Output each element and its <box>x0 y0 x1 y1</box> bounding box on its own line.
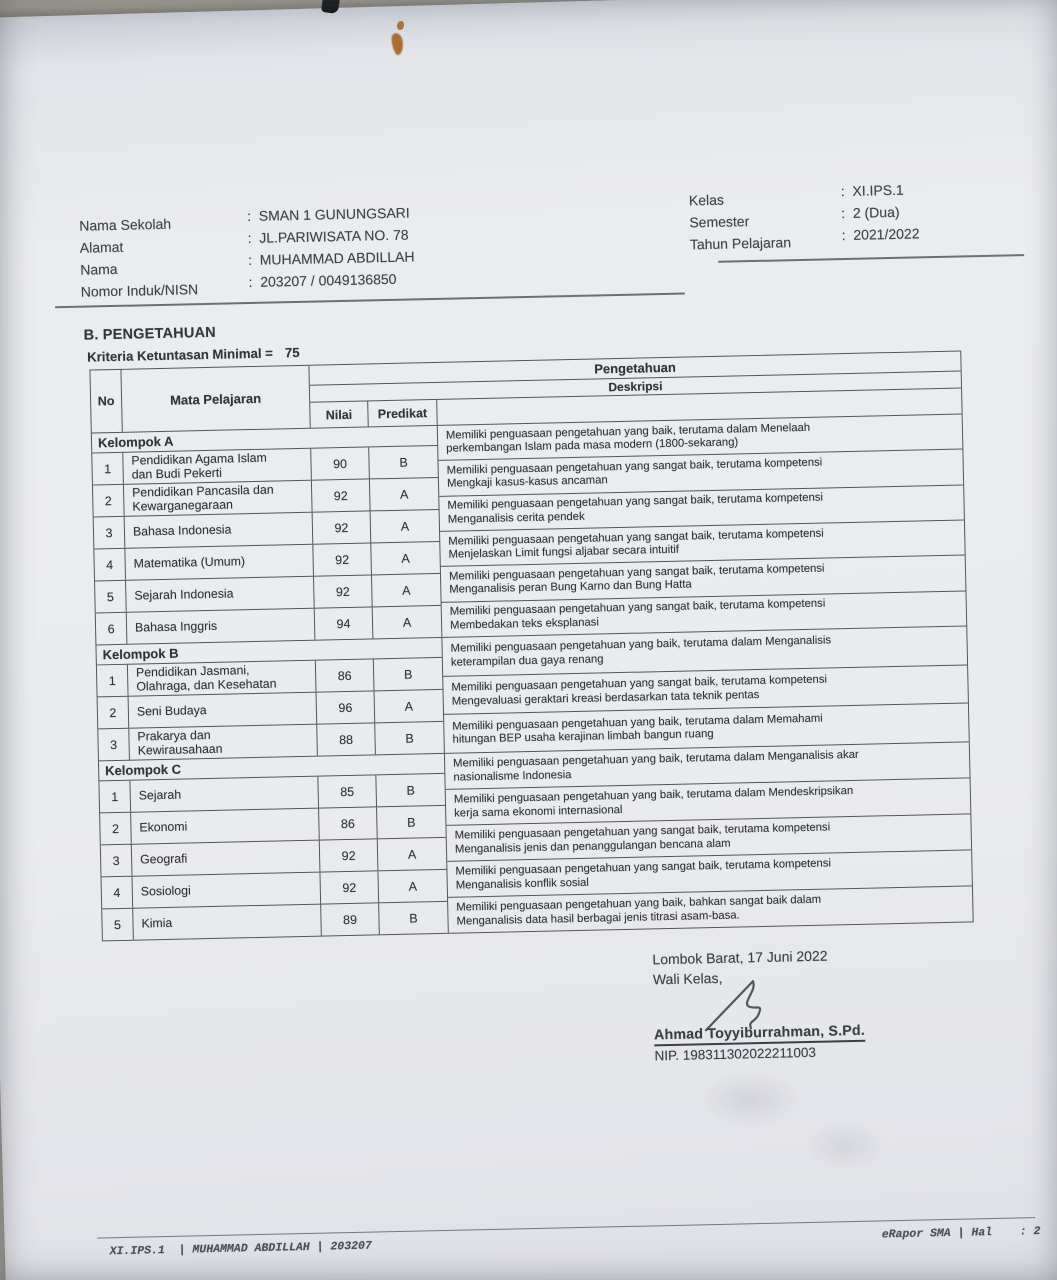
cell-predikat: A <box>404 699 414 714</box>
cell-subject: Sosiologi <box>133 873 322 908</box>
kkm-note <box>87 345 300 365</box>
footer-left-text: XI.IPS.1 | MUHAMMAD ABDILLAH | 203207 <box>109 1239 373 1259</box>
cell-subject: Kimia <box>133 905 322 940</box>
cell-no: 5 <box>95 581 127 613</box>
cell-nilai: 92 <box>312 479 371 511</box>
cell-subject: Geografi <box>132 841 321 876</box>
cell-subject: Pendidikan Jasmani, Olahraga, dan Kesehatan <box>128 661 317 696</box>
info-label: Nama Sekolah <box>79 215 172 234</box>
table-group-desc <box>444 742 973 932</box>
cell-no: 4 <box>102 877 134 909</box>
table-group-left <box>96 638 443 760</box>
cell-no: 2 <box>93 485 125 517</box>
info-row <box>689 225 920 258</box>
info-value: : XI.IPS.1 <box>840 181 904 200</box>
cell-nilai: 90 <box>311 447 370 479</box>
cell-predikat: A <box>400 519 410 534</box>
cell-no: 2 <box>100 813 132 845</box>
cell-predikat: A <box>407 847 417 862</box>
cell-deskripsi: Memiliki penguasaan pengetahuan yang sangat baik, terutama kompetensi Menganalisis peran Bung Karno dan Bung Hatta <box>441 555 966 602</box>
cell-no: 1 <box>92 453 124 485</box>
cell-subject: Bahasa Indonesia <box>125 513 314 548</box>
signature-name: Ahmad Toyyiburrahman, S.Pd. <box>654 1023 865 1047</box>
group-label: Kelompok B <box>102 645 179 663</box>
cell-no: 2 <box>98 697 130 729</box>
info-value: : JL.PARIWISATA NO. 78 <box>247 226 409 247</box>
cell-no: 3 <box>94 517 126 549</box>
cell-predikat: B <box>405 731 414 746</box>
cell-nilai: 89 <box>321 903 380 935</box>
cell-deskripsi: Memiliki penguasaan pengetahuan yang baik, bahkan sangat baik dalam Menganalisis data hasil berbagai jenis titrasi asam-basa. <box>448 885 973 932</box>
signature-role: Wali Kelas, <box>652 969 723 988</box>
info-label: Nomor Induk/NISN <box>80 281 199 300</box>
cell-no: 5 <box>102 909 134 941</box>
cell-no: 6 <box>96 613 128 645</box>
cell-subject: Sejarah <box>130 777 319 812</box>
cell-no: 4 <box>94 549 126 581</box>
cell-nilai: 92 <box>320 871 379 903</box>
cell-nilai: 88 <box>317 723 376 755</box>
cell-subject: Matematika (Umum) <box>125 545 314 580</box>
cell-predikat: B <box>403 667 413 682</box>
table-row <box>102 901 448 941</box>
cell-no: 1 <box>99 781 131 813</box>
cell-no: 3 <box>101 845 133 877</box>
cell-nilai: 85 <box>318 775 377 807</box>
signature-place-date: Lombok Barat, 17 Juni 2022 <box>652 947 828 968</box>
col-header-deskripsi: Deskripsi <box>310 372 961 403</box>
cell-nilai: 92 <box>313 511 372 543</box>
cell-no: 3 <box>98 729 130 761</box>
cell-subject: Bahasa Inggris <box>127 609 316 644</box>
group-label: Kelompok A <box>97 433 174 451</box>
table-group <box>92 414 966 645</box>
cell-predikat: B <box>407 815 416 830</box>
table-group <box>99 741 973 940</box>
cell-deskripsi: Memiliki penguasaan pengetahuan yang baik, terutama dalam Menelaah perkembangan Islam pada masa modern (1800-sekarang) <box>445 421 811 455</box>
col-header-subject: Mata Pelajaran <box>169 390 262 408</box>
section-title: B. PENGETAHUAN <box>83 324 217 344</box>
cell-predikat: A <box>401 551 410 566</box>
signature-block <box>652 945 955 1072</box>
cell-nilai: 92 <box>314 575 373 607</box>
student-info-block <box>79 204 415 305</box>
table-group-left <box>99 754 448 940</box>
group-label: Kelompok C <box>105 761 182 779</box>
cell-nilai: 92 <box>320 839 379 871</box>
cell-deskripsi: Memiliki penguasaan pengetahuan yang baik, terutama dalam Menganalisis akar nasionalisme Indonesia <box>452 748 859 784</box>
info-label: Alamat <box>79 238 124 256</box>
grades-table <box>89 351 973 942</box>
cell-nilai: 92 <box>313 543 372 575</box>
kkm-label: Kriteria Ketuntasan Minimal = <box>86 345 274 365</box>
cell-subject: Pendidikan Pancasila dan Kewarganegaraan <box>124 481 313 516</box>
cell-deskripsi: Memiliki penguasaan pengetahuan yang sangat baik, terutama kompetensi Menganalisis konflik sosial <box>447 849 972 896</box>
cell-deskripsi: Memiliki penguasaan pengetahuan yang sangat baik, terutama kompetensi Menganalisis cerita pendek <box>439 484 964 531</box>
info-value: : 203207 / 0049136850 <box>248 270 397 291</box>
info-value: : MUHAMMAD ABDILLAH <box>247 248 415 269</box>
cell-deskripsi: Memiliki penguasaan pengetahuan yang sangat baik, terutama kompetensi Mengkaji kasus-kasus ancaman <box>438 449 963 496</box>
info-label: Semester <box>689 213 750 231</box>
cell-deskripsi: Memiliki penguasaan pengetahuan yang baik, terutama dalam Mendeskripsikan kerja sama ekonomi internasional <box>446 777 971 824</box>
cell-subject: Ekonomi <box>131 809 320 844</box>
col-header-nilai: Nilai <box>310 401 369 427</box>
table-group-left <box>92 426 442 644</box>
info-label: Nama <box>80 260 118 278</box>
cell-subject: Pendidikan Agama Islam dan Budi Pekerti <box>123 449 312 484</box>
col-header-pengetahuan: Pengetahuan <box>309 352 960 386</box>
cell-subject: Sejarah Indonesia <box>126 577 315 612</box>
cell-nilai: 86 <box>316 659 375 691</box>
cell-nilai: 96 <box>317 691 376 723</box>
cell-deskripsi: Memiliki penguasaan pengetahuan yang sangat baik, terutama kompetensi Membedakan teks eksplanasi <box>442 590 967 637</box>
cell-subject: Seni Budaya <box>129 693 318 728</box>
info-value: : SMAN 1 GUNUNGSARI <box>246 204 410 225</box>
class-info-block <box>688 181 920 258</box>
col-header-predikat: Predikat <box>377 405 428 421</box>
info-label: Tahun Pelajaran <box>689 234 792 253</box>
cell-nilai: 86 <box>319 807 378 839</box>
table-group <box>96 625 968 760</box>
table-group-desc <box>441 626 968 752</box>
cell-predikat: B <box>409 911 418 926</box>
info-label: Kelas <box>688 191 725 209</box>
cell-deskripsi: Memiliki penguasaan pengetahuan yang sangat baik, terutama kompetensi Mengevaluasi geraktari kreasi berdasarkan tata teknik pentas <box>443 664 968 714</box>
cell-nilai: 94 <box>315 607 374 639</box>
cell-deskripsi: Memiliki penguasaan pengetahuan yang sangat baik, terutama kompetensi Menganalisis jenis dan penanggulangan bencana alam <box>446 813 971 860</box>
info-value: : 2021/2022 <box>841 225 920 244</box>
kkm-value: 75 <box>284 344 300 361</box>
grades-table-body <box>92 414 973 941</box>
cell-predikat: A <box>399 487 409 502</box>
col-header-no: No <box>90 370 122 433</box>
cell-predikat: A <box>402 615 412 630</box>
table-group-desc <box>437 415 966 637</box>
cell-deskripsi: Memiliki penguasaan pengetahuan yang baik, terutama dalam Menganalisis keterampilan dua gaya renang <box>450 634 832 669</box>
table-header-left <box>90 366 310 433</box>
cell-predikat: B <box>399 455 408 470</box>
cell-predikat: A <box>401 583 411 598</box>
cell-predikat: A <box>408 879 418 894</box>
cell-subject: Prakarya dan Kewirausahaan <box>129 725 318 760</box>
cell-predikat: B <box>406 783 416 798</box>
cell-no: 1 <box>97 665 129 697</box>
signature-nip: NIP. 198311302022211003 <box>654 1044 817 1064</box>
cell-deskripsi: Memiliki penguasaan pengetahuan yang sangat baik, terutama kompetensi Menjelaskan Limit fungsi aljabar secara intuitif <box>440 519 965 566</box>
cell-deskripsi: Memiliki penguasaan pengetahuan yang baik, terutama dalam Memahami hitungan BEP usaha kerajinan limbah bangun ruang <box>444 703 969 753</box>
info-value: : 2 (Dua) <box>841 203 900 222</box>
footer-right-text: eRapor SMA | Hal : 2 <box>881 1224 1041 1242</box>
